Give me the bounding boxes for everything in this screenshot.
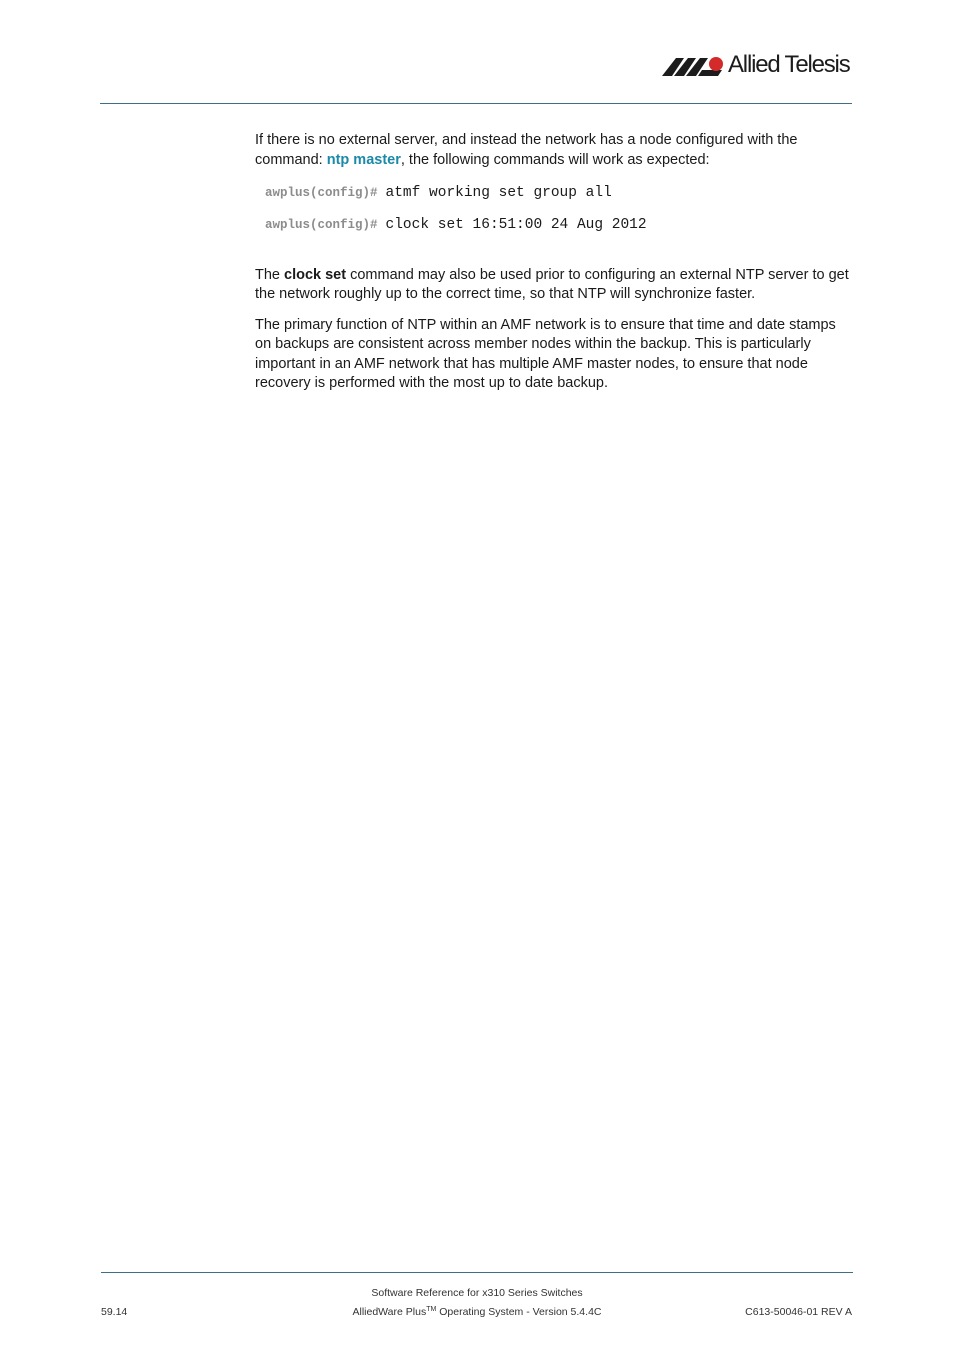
footer-product: AlliedWare Plus™ Operating System - Version 5.4.4C (352, 1306, 602, 1318)
clock-set-term: clock set (284, 267, 347, 283)
command-prompt: awplus(config)# (265, 218, 378, 232)
paragraph-ntp-function: The primary function of NTP within an AMF network is to ensure that time and date stamps on backups are consistent across member nodes within the backup. This is particularly important in an AMF network that has multiple AMF master nodes, to ensure that node recovery is performed with the most up to date backup. (255, 317, 836, 391)
page-number: 59.14 (101, 1306, 128, 1318)
paragraph-intro: If there is no external server, and instead the network has a node configured with the command: ntp master, the following commands will work as expected: (255, 132, 798, 168)
command-examples (265, 182, 855, 246)
paragraph-clock-set: The clock set command may also be used prior to configuring an external NTP server to get the network roughly up to the correct time, so that NTP will synchronize faster. (255, 267, 849, 302)
header-rule (100, 103, 852, 104)
footer-rule (101, 1272, 853, 1273)
footer-title: Software Reference for x310 Series Switches (371, 1287, 583, 1299)
command-text: atmf working set group all (385, 185, 612, 201)
document-code: C613-50046-01 REV A (745, 1306, 852, 1318)
command-line (265, 214, 855, 246)
logo-wordmark: Allied Telesis (728, 51, 850, 78)
command-line (265, 182, 855, 214)
command-prompt: awplus(config)# (265, 186, 378, 200)
allied-telesis-logo-mark-icon (662, 52, 726, 78)
page-content (255, 130, 855, 393)
command-text: clock set 16:51:00 24 Aug 2012 (385, 217, 647, 233)
ntp-master-link[interactable]: ntp master (326, 152, 401, 168)
allied-telesis-logo (662, 50, 854, 80)
